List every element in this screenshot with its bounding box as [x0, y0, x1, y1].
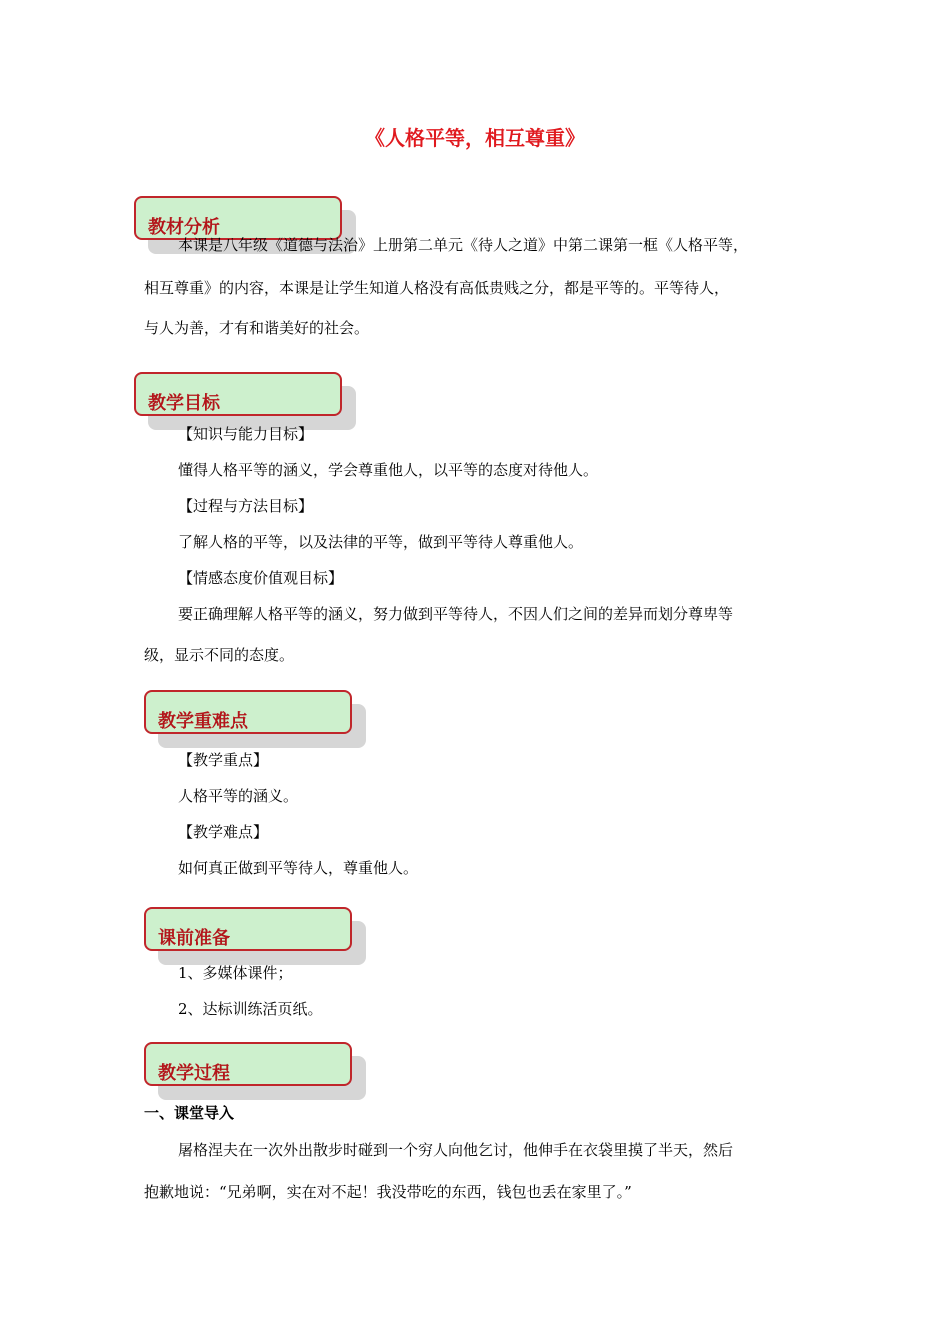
- section-heading: 课前准备: [158, 928, 230, 949]
- section-heading-box: [144, 690, 352, 734]
- subheading: 【过程与方法目标】: [178, 497, 314, 515]
- paragraph-line: 本课是八年级《道德与法治》上册第二单元《待人之道》中第二课第一框《人格平等，: [178, 236, 749, 254]
- section-heading-box: [134, 372, 342, 416]
- step-heading: 一、课堂导入: [144, 1104, 235, 1122]
- section-heading: 教学重难点: [158, 711, 248, 732]
- paragraph-line: 人格平等的涵义。: [178, 787, 299, 805]
- paragraph-line: 要正确理解人格平等的涵义，努力做到平等待人，不因人们之间的差异而划分尊卑等: [178, 605, 734, 623]
- section-heading-box: [144, 1042, 352, 1086]
- paragraph-line: 相互尊重》的内容，本课是让学生知道人格没有高低贵贱之分，都是平等的。平等待人，: [144, 279, 730, 297]
- paragraph-line: 与人为善，才有和谐美好的社会。: [144, 319, 370, 337]
- list-item: 1、多媒体课件；: [178, 964, 293, 982]
- section-heading-box: [144, 907, 352, 951]
- section-heading: 教学目标: [148, 393, 220, 414]
- subheading: 【教学重点】: [178, 751, 269, 769]
- section-heading: 教材分析: [148, 217, 220, 238]
- paragraph-line: 如何真正做到平等待人，尊重他人。: [178, 859, 419, 877]
- paragraph-line: 屠格涅夫在一次外出散步时碰到一个穷人向他乞讨，他伸手在衣袋里摸了半天，然后: [178, 1141, 734, 1159]
- subheading: 【知识与能力目标】: [178, 425, 314, 443]
- paragraph-line: 抱歉地说：“兄弟啊，实在对不起！我没带吃的东西，钱包也丢在家里了。”: [144, 1183, 632, 1201]
- list-item: 2、达标训练活页纸。: [178, 1000, 323, 1018]
- page-title: 《人格平等，相互尊重》: [365, 126, 585, 150]
- section-heading: 教学过程: [158, 1063, 230, 1084]
- section-heading-box: [134, 196, 342, 240]
- paragraph-line: 懂得人格平等的涵义，学会尊重他人，以平等的态度对待他人。: [178, 461, 599, 479]
- paragraph-line: 级，显示不同的态度。: [144, 646, 295, 664]
- subheading: 【情感态度价值观目标】: [178, 569, 344, 587]
- subheading: 【教学难点】: [178, 823, 269, 841]
- paragraph-line: 了解人格的平等，以及法律的平等，做到平等待人尊重他人。: [178, 533, 584, 551]
